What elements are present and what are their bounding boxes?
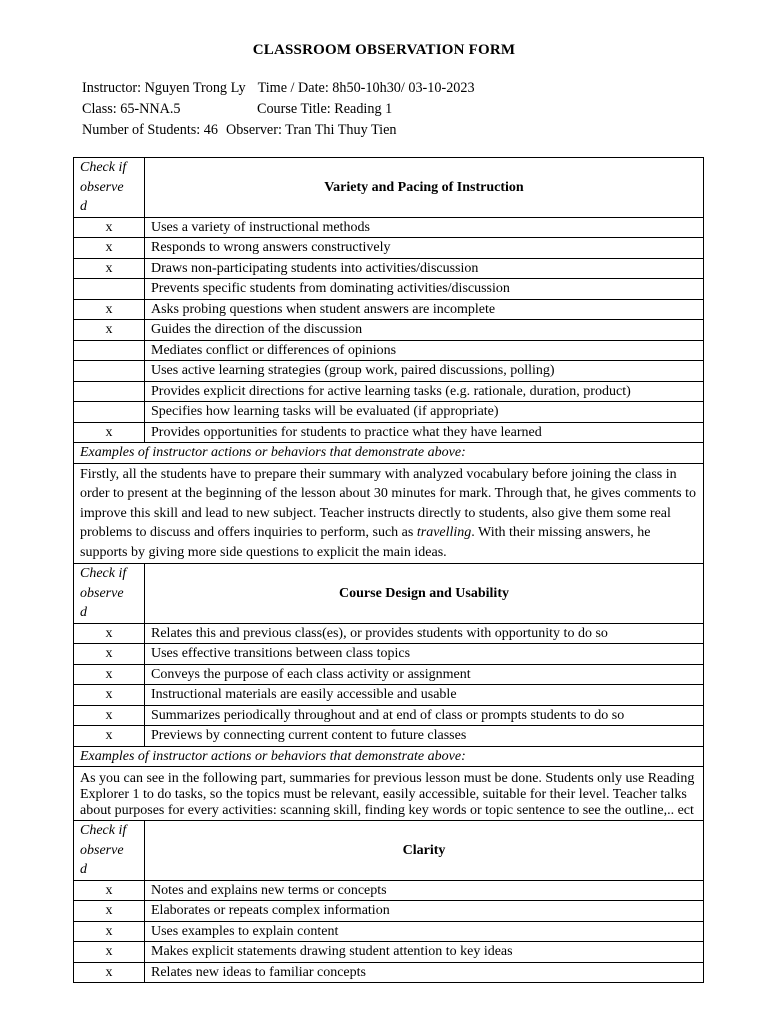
criteria-text: Relates new ideas to familiar concepts <box>145 962 704 983</box>
section-title: Clarity <box>145 821 704 881</box>
section-header-row <box>74 821 704 881</box>
observer-field: Observer: Tran Thi Thuy Tien <box>225 122 397 138</box>
criteria-text: Guides the direction of the discussion <box>145 320 704 341</box>
observed-mark: x <box>74 685 145 706</box>
header-line-2 <box>82 99 475 120</box>
criteria-text: Provides explicit directions for active learning tasks (e.g. rationale, duration, product) <box>145 381 704 402</box>
criteria-text: Summarizes periodically throughout and at end of class or prompts students to do so <box>145 705 704 726</box>
criteria-row <box>74 279 704 300</box>
examples-label-row <box>74 746 704 767</box>
criteria-text: Prevents specific students from dominating activities/discussion <box>145 279 704 300</box>
observed-mark: x <box>74 217 145 238</box>
criteria-text: Previews by connecting current content to future classes <box>145 726 704 747</box>
observed-mark: x <box>74 942 145 963</box>
criteria-text: Makes explicit statements drawing student attention to key ideas <box>145 942 704 963</box>
section-header-row <box>74 158 704 218</box>
criteria-row <box>74 901 704 922</box>
section-header-row <box>74 564 704 624</box>
observed-mark: x <box>74 422 145 443</box>
criteria-text: Provides opportunities for students to practice what they have learned <box>145 422 704 443</box>
criteria-text: Uses active learning strategies (group work, paired discussions, polling) <box>145 361 704 382</box>
observed-mark <box>74 402 145 423</box>
observed-mark <box>74 361 145 382</box>
criteria-text: Mediates conflict or differences of opinions <box>145 340 704 361</box>
check-header-line: Check if <box>80 823 127 838</box>
check-header-line: d <box>80 605 87 620</box>
observed-mark: x <box>74 962 145 983</box>
criteria-row <box>74 644 704 665</box>
check-if-observed-header <box>74 158 145 218</box>
criteria-text: Instructional materials are easily accessible and usable <box>145 685 704 706</box>
course-title-field: Course Title: Reading 1 <box>257 101 393 117</box>
form-header <box>82 78 475 141</box>
criteria-row <box>74 422 704 443</box>
check-header-line: observe <box>80 179 124 195</box>
criteria-text: Draws non-participating students into activities/discussion <box>145 258 704 279</box>
criteria-text: Notes and explains new terms or concepts <box>145 880 704 901</box>
header-line-3 <box>82 120 475 141</box>
examples-label: Examples of instructor actions or behaviors that demonstrate above: <box>74 443 704 464</box>
criteria-text: Conveys the purpose of each class activity or assignment <box>145 664 704 685</box>
criteria-text: Uses examples to explain content <box>145 921 704 942</box>
criteria-row <box>74 685 704 706</box>
criteria-row <box>74 623 704 644</box>
observed-mark: x <box>74 901 145 922</box>
criteria-row <box>74 258 704 279</box>
examples-text-part: . With their missing answers, he supports by giving more side questions to explicit the main ideas. <box>80 525 651 560</box>
observed-mark: x <box>74 644 145 665</box>
criteria-row <box>74 238 704 259</box>
criteria-row <box>74 962 704 983</box>
criteria-row <box>74 320 704 341</box>
time-date-field: Time / Date: 8h50-10h30/ 03-10-2023 <box>257 80 475 96</box>
form-title: CLASSROOM OBSERVATION FORM <box>252 42 516 58</box>
criteria-text: Uses effective transitions between class topics <box>145 644 704 665</box>
check-header-line: Check if <box>80 566 127 581</box>
criteria-row <box>74 402 704 423</box>
check-header-line: observe <box>80 842 124 858</box>
criteria-row <box>74 381 704 402</box>
criteria-row <box>74 299 704 320</box>
examples-text-part: Firstly, all the students have to prepare their summary with analyzed vocabulary before joining the class in order to present at the beginning of the lesson about 30 minutes for mark. Through that, he gives comments to improve this skill and lead to new subject. Teacher instructs directly to students, also give them some real problems to discuss and offers inquiries to perform, such as <box>80 466 696 540</box>
criteria-text: Elaborates or repeats complex information <box>145 901 704 922</box>
criteria-row <box>74 921 704 942</box>
observed-mark: x <box>74 623 145 644</box>
check-if-observed-header <box>74 821 145 881</box>
observed-mark: x <box>74 921 145 942</box>
criteria-text: Uses a variety of instructional methods <box>145 217 704 238</box>
observed-mark: x <box>74 705 145 726</box>
observed-mark: x <box>74 238 145 259</box>
observed-mark: x <box>74 664 145 685</box>
check-header-line: d <box>80 862 87 877</box>
header-line-1 <box>82 78 475 99</box>
criteria-row <box>74 942 704 963</box>
section-title: Course Design and Usability <box>145 564 704 624</box>
examples-text: As you can see in the following part, summaries for previous lesson must be done. Students only use Reading Explorer 1 to do tasks, so the topics must be relevant, easily accessible, suitable for their level. Teacher talks about purposes for every activities: scanning skill, finding key words or topic sentence to see the outline,.. ect <box>74 767 704 821</box>
examples-text-emphasis: travelling <box>416 525 472 540</box>
criteria-row <box>74 705 704 726</box>
observed-mark <box>74 381 145 402</box>
criteria-row <box>74 726 704 747</box>
examples-label: Examples of instructor actions or behaviors that demonstrate above: <box>74 746 704 767</box>
observed-mark: x <box>74 320 145 341</box>
observation-table <box>73 157 704 983</box>
check-header-line: observe <box>80 585 124 601</box>
observed-mark: x <box>74 258 145 279</box>
criteria-row <box>74 361 704 382</box>
section-title: Variety and Pacing of Instruction <box>145 158 704 218</box>
observation-table-body <box>74 158 704 983</box>
examples-text-row <box>74 463 704 564</box>
observed-mark: x <box>74 299 145 320</box>
criteria-text: Relates this and previous class(es), or provides students with opportunity to do so <box>145 623 704 644</box>
class-field: Class: 65-NNA.5 <box>82 101 181 117</box>
instructor-field: Instructor: Nguyen Trong Ly <box>82 80 246 96</box>
criteria-row <box>74 880 704 901</box>
observed-mark: x <box>74 726 145 747</box>
observed-mark <box>74 279 145 300</box>
students-field: Number of Students: 46 <box>82 122 218 138</box>
criteria-row <box>74 664 704 685</box>
check-header-line: d <box>80 199 87 214</box>
observed-mark: x <box>74 880 145 901</box>
examples-label-row <box>74 443 704 464</box>
check-if-observed-header <box>74 564 145 624</box>
observed-mark <box>74 340 145 361</box>
examples-text <box>74 463 704 564</box>
criteria-row <box>74 340 704 361</box>
criteria-text: Responds to wrong answers constructively <box>145 238 704 259</box>
criteria-text: Specifies how learning tasks will be evaluated (if appropriate) <box>145 402 704 423</box>
check-header-line: Check if <box>80 160 127 175</box>
criteria-text: Asks probing questions when student answers are incomplete <box>145 299 704 320</box>
examples-text-row <box>74 767 704 821</box>
criteria-row <box>74 217 704 238</box>
